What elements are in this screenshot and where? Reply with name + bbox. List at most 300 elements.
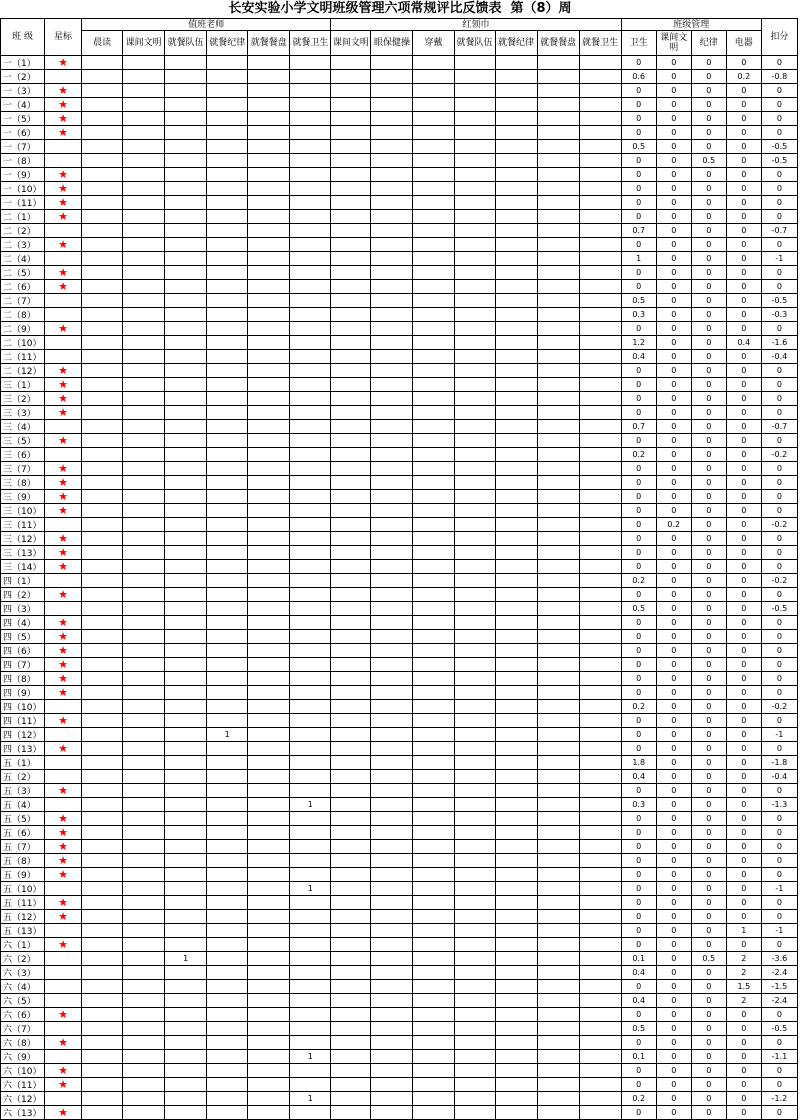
scarf-score-cell [331, 588, 371, 602]
teacher-score-cell [248, 476, 290, 490]
manage-score-cell: 0 [656, 308, 691, 322]
manage-group-header: 班级管理 [621, 19, 761, 31]
manage-score-cell: 0 [621, 280, 656, 294]
teacher-score-cell [123, 896, 165, 910]
teacher-score-cell [82, 924, 123, 938]
star-cell [45, 658, 82, 672]
scarf-score-cell [495, 854, 537, 868]
deduct-cell: 0 [761, 476, 797, 490]
teacher-score-cell [82, 854, 123, 868]
scarf-score-cell [579, 630, 621, 644]
scarf-score-cell [495, 644, 537, 658]
class-name-cell: 六（4） [1, 980, 45, 994]
teacher-score-cell [248, 588, 290, 602]
scarf-score-cell [413, 728, 454, 742]
teacher-score-cell [165, 490, 207, 504]
teacher-score-cell [290, 196, 331, 210]
scarf-score-cell [413, 490, 454, 504]
teacher-score-cell [248, 770, 290, 784]
teacher-score-cell [123, 910, 165, 924]
teacher-score-cell [82, 532, 123, 546]
teacher-score-cell [123, 602, 165, 616]
teacher-score-cell [290, 602, 331, 616]
teacher-score-cell [248, 350, 290, 364]
teacher-score-cell [123, 532, 165, 546]
star-cell [45, 1008, 82, 1022]
class-name-cell: 二（6） [1, 280, 45, 294]
teacher-score-cell [207, 574, 248, 588]
teacher-score-cell: 1 [207, 728, 248, 742]
teacher-score-cell [248, 532, 290, 546]
teacher-score-cell [290, 154, 331, 168]
teacher-score-cell [207, 252, 248, 266]
teacher-score-cell [165, 924, 207, 938]
scarf-score-cell [331, 560, 371, 574]
scarf-score-cell [579, 728, 621, 742]
teacher-score-cell [207, 364, 248, 378]
scarf-score-cell [454, 98, 495, 112]
table-row [1, 266, 798, 280]
teacher-score-cell [82, 238, 123, 252]
class-name-cell: 六（6） [1, 1008, 45, 1022]
table-row [1, 490, 798, 504]
teacher-score-cell [248, 126, 290, 140]
scarf-score-cell [537, 658, 579, 672]
star-cell [45, 602, 82, 616]
scarf-score-cell [454, 434, 495, 448]
teacher-score-cell [207, 322, 248, 336]
star-icon: ★ [58, 98, 68, 111]
star-cell [45, 826, 82, 840]
scarf-col-header: 眼保健操 [371, 31, 413, 56]
scarf-score-cell [495, 196, 537, 210]
manage-score-cell: 0 [656, 378, 691, 392]
scarf-score-cell [495, 98, 537, 112]
manage-score-cell: 0 [656, 476, 691, 490]
scarf-score-cell [454, 308, 495, 322]
teacher-score-cell [165, 994, 207, 1008]
scarf-score-cell [413, 616, 454, 630]
teacher-score-cell [207, 504, 248, 518]
teacher-score-cell [248, 168, 290, 182]
star-cell [45, 1064, 82, 1078]
scarf-score-cell [371, 336, 413, 350]
scarf-score-cell [537, 798, 579, 812]
teacher-score-cell [82, 406, 123, 420]
scarf-score-cell [537, 476, 579, 490]
deduct-cell: -2.4 [761, 966, 797, 980]
scarf-score-cell [371, 630, 413, 644]
scarf-score-cell [331, 1078, 371, 1092]
manage-score-cell: 0 [621, 1036, 656, 1050]
manage-score-cell: 1.5 [726, 980, 761, 994]
manage-score-cell: 0 [691, 182, 726, 196]
class-name-cell: 三（9） [1, 490, 45, 504]
scarf-score-cell [413, 1078, 454, 1092]
scarf-score-cell [579, 854, 621, 868]
teacher-score-cell [290, 56, 331, 70]
teacher-score-cell [207, 1036, 248, 1050]
table-row [1, 364, 798, 378]
star-icon: ★ [58, 896, 68, 909]
manage-score-cell: 0 [621, 896, 656, 910]
star-cell [45, 252, 82, 266]
teacher-score-cell [165, 714, 207, 728]
teacher-score-cell [82, 784, 123, 798]
star-cell [45, 742, 82, 756]
star-icon: ★ [58, 784, 68, 797]
table-row [1, 868, 798, 882]
teacher-score-cell [248, 1050, 290, 1064]
class-name-cell: 四（11） [1, 714, 45, 728]
teacher-score-cell [207, 938, 248, 952]
teacher-score-cell [165, 910, 207, 924]
scarf-score-cell [537, 924, 579, 938]
manage-score-cell: 0 [621, 518, 656, 532]
teacher-score-cell [290, 840, 331, 854]
teacher-score-cell [123, 210, 165, 224]
teacher-score-cell [290, 952, 331, 966]
teacher-score-cell [123, 1036, 165, 1050]
manage-score-cell: 0 [656, 868, 691, 882]
scarf-score-cell [495, 1050, 537, 1064]
table-row [1, 686, 798, 700]
scarf-score-cell [413, 182, 454, 196]
scarf-score-cell [413, 196, 454, 210]
scarf-score-cell [331, 98, 371, 112]
teacher-score-cell [82, 994, 123, 1008]
deduct-cell: 0 [761, 168, 797, 182]
teacher-score-cell [248, 952, 290, 966]
scarf-score-cell [454, 70, 495, 84]
scarf-score-cell [537, 1092, 579, 1106]
teacher-score-cell [82, 574, 123, 588]
scarf-score-cell [495, 532, 537, 546]
scarf-score-cell [454, 266, 495, 280]
teacher-score-cell [290, 1064, 331, 1078]
manage-score-cell: 0 [691, 840, 726, 854]
scarf-score-cell [371, 1022, 413, 1036]
manage-score-cell: 0.7 [621, 224, 656, 238]
scarf-score-cell [454, 252, 495, 266]
manage-score-cell: 0 [656, 364, 691, 378]
manage-score-cell: 0 [726, 1050, 761, 1064]
teacher-score-cell [123, 616, 165, 630]
scarf-col-header: 就餐队伍 [454, 31, 495, 56]
manage-score-cell: 0 [621, 686, 656, 700]
deduct-cell: 0 [761, 784, 797, 798]
teacher-score-cell [123, 448, 165, 462]
scarf-score-cell [537, 518, 579, 532]
scarf-score-cell [331, 336, 371, 350]
manage-score-cell: 0 [656, 350, 691, 364]
scarf-score-cell [495, 812, 537, 826]
deduct-cell: 0 [761, 280, 797, 294]
teacher-score-cell [248, 266, 290, 280]
deduct-cell: 0 [761, 84, 797, 98]
scarf-score-cell [537, 840, 579, 854]
teacher-score-cell [207, 98, 248, 112]
scarf-score-cell [537, 350, 579, 364]
scarf-score-cell [537, 994, 579, 1008]
scarf-score-cell [579, 1106, 621, 1120]
manage-score-cell: 0 [726, 742, 761, 756]
deduct-cell: 0 [761, 266, 797, 280]
teacher-score-cell [82, 378, 123, 392]
table-row [1, 350, 798, 364]
deduct-cell: 0 [761, 322, 797, 336]
scarf-score-cell [454, 294, 495, 308]
scarf-score-cell [579, 896, 621, 910]
manage-score-cell: 0 [656, 924, 691, 938]
scarf-score-cell [495, 84, 537, 98]
star-icon: ★ [58, 462, 68, 475]
scarf-score-cell [495, 1022, 537, 1036]
teacher-score-cell [207, 294, 248, 308]
teacher-score-cell [82, 336, 123, 350]
teacher-score-cell [290, 210, 331, 224]
scarf-score-cell [454, 854, 495, 868]
teacher-score-cell [248, 728, 290, 742]
manage-score-cell: 0 [726, 588, 761, 602]
teacher-score-cell [290, 994, 331, 1008]
star-cell [45, 392, 82, 406]
scarf-score-cell [371, 168, 413, 182]
teacher-score-cell [82, 364, 123, 378]
teacher-score-cell [165, 266, 207, 280]
scarf-score-cell [454, 154, 495, 168]
scarf-score-cell [579, 1022, 621, 1036]
scarf-score-cell [371, 448, 413, 462]
teacher-score-cell [165, 700, 207, 714]
scarf-score-cell [495, 602, 537, 616]
scarf-score-cell [537, 1050, 579, 1064]
scarf-score-cell [413, 266, 454, 280]
star-cell [45, 714, 82, 728]
scarf-col-header: 课间文明 [331, 31, 371, 56]
manage-score-cell: 0 [656, 882, 691, 896]
star-cell [45, 588, 82, 602]
star-cell [45, 770, 82, 784]
scarf-score-cell [579, 112, 621, 126]
teacher-score-cell [290, 672, 331, 686]
scarf-score-cell [331, 896, 371, 910]
deduct-cell: -0.7 [761, 420, 797, 434]
teacher-score-cell [123, 322, 165, 336]
scarf-score-cell [371, 112, 413, 126]
scarf-score-cell [371, 238, 413, 252]
manage-score-cell: 0 [621, 322, 656, 336]
scarf-score-cell [537, 406, 579, 420]
scarf-score-cell [495, 210, 537, 224]
manage-score-cell: 0.3 [621, 308, 656, 322]
manage-score-cell: 0 [656, 196, 691, 210]
teacher-score-cell [82, 294, 123, 308]
deduct-cell: 0 [761, 504, 797, 518]
teacher-score-cell [207, 210, 248, 224]
manage-score-cell: 0 [691, 448, 726, 462]
scarf-score-cell [413, 994, 454, 1008]
star-icon: ★ [58, 56, 68, 69]
scarf-score-cell [579, 994, 621, 1008]
star-column-header: 星标 [45, 19, 82, 56]
scarf-score-cell [331, 238, 371, 252]
teacher-score-cell [82, 560, 123, 574]
teacher-score-cell [290, 770, 331, 784]
manage-score-cell: 0 [621, 462, 656, 476]
scarf-score-cell [537, 770, 579, 784]
teacher-score-cell [207, 546, 248, 560]
deduct-cell: 0 [761, 196, 797, 210]
manage-score-cell: 0 [656, 1092, 691, 1106]
scarf-score-cell [331, 56, 371, 70]
teacher-score-cell [248, 1092, 290, 1106]
scarf-score-cell [413, 476, 454, 490]
scarf-score-cell [331, 182, 371, 196]
manage-score-cell: 0 [691, 238, 726, 252]
manage-score-cell: 0 [656, 1064, 691, 1078]
scarf-score-cell [495, 378, 537, 392]
manage-score-cell: 0 [691, 700, 726, 714]
manage-score-cell: 0 [621, 210, 656, 224]
teacher-score-cell [82, 630, 123, 644]
teacher-score-cell [248, 630, 290, 644]
scarf-score-cell [454, 322, 495, 336]
scarf-score-cell [454, 210, 495, 224]
manage-score-cell: 0 [656, 672, 691, 686]
teacher-score-cell [123, 938, 165, 952]
scarf-score-cell [331, 406, 371, 420]
scarf-score-cell [495, 826, 537, 840]
scarf-score-cell [579, 56, 621, 70]
deduct-cell: -0.5 [761, 602, 797, 616]
teacher-score-cell [82, 896, 123, 910]
teacher-score-cell [290, 126, 331, 140]
teacher-score-cell [123, 868, 165, 882]
scarf-score-cell [331, 812, 371, 826]
manage-score-cell: 0 [726, 1022, 761, 1036]
scarf-score-cell [454, 742, 495, 756]
teacher-score-cell [123, 392, 165, 406]
manage-score-cell: 0 [726, 560, 761, 574]
teacher-score-cell [290, 924, 331, 938]
scarf-score-cell [331, 1036, 371, 1050]
star-cell [45, 616, 82, 630]
teacher-score-cell [207, 952, 248, 966]
teacher-score-cell [207, 630, 248, 644]
scarf-score-cell [413, 308, 454, 322]
class-name-cell: 六（7） [1, 1022, 45, 1036]
scarf-score-cell [495, 994, 537, 1008]
deduct-cell: -1.6 [761, 336, 797, 350]
star-cell [45, 224, 82, 238]
manage-score-cell: 0 [691, 392, 726, 406]
scarf-score-cell [579, 574, 621, 588]
class-name-cell: 一（2） [1, 70, 45, 84]
scarf-score-cell [331, 252, 371, 266]
scarf-score-cell [371, 1092, 413, 1106]
teacher-score-cell [248, 574, 290, 588]
scarf-score-cell [331, 1050, 371, 1064]
scarf-score-cell [454, 588, 495, 602]
scarf-score-cell [537, 952, 579, 966]
teacher-score-cell [207, 588, 248, 602]
teacher-score-cell [123, 952, 165, 966]
teacher-score-cell [123, 280, 165, 294]
manage-score-cell: 0 [656, 280, 691, 294]
teacher-score-cell [207, 924, 248, 938]
table-row [1, 532, 798, 546]
scarf-score-cell [495, 126, 537, 140]
class-name-cell: 六（11） [1, 1078, 45, 1092]
manage-score-cell: 0.4 [621, 350, 656, 364]
scarf-score-cell [579, 1078, 621, 1092]
table-row [1, 994, 798, 1008]
teacher-score-cell [82, 1008, 123, 1022]
teacher-score-cell [165, 84, 207, 98]
scarf-score-cell [537, 210, 579, 224]
teacher-score-cell [207, 686, 248, 700]
scarf-score-cell [331, 658, 371, 672]
manage-score-cell: 0 [726, 476, 761, 490]
teacher-col-header: 就餐卫生 [290, 31, 331, 56]
table-row [1, 1106, 798, 1120]
manage-score-cell: 0 [656, 588, 691, 602]
manage-score-cell: 0 [726, 728, 761, 742]
teacher-score-cell [290, 1106, 331, 1120]
scarf-score-cell [537, 700, 579, 714]
scarf-score-cell [371, 868, 413, 882]
teacher-score-cell [123, 756, 165, 770]
teacher-score-cell [207, 896, 248, 910]
class-name-cell: 一（7） [1, 140, 45, 154]
scarf-score-cell [413, 126, 454, 140]
scarf-score-cell [537, 1008, 579, 1022]
teacher-score-cell [248, 784, 290, 798]
scarf-score-cell [331, 826, 371, 840]
manage-score-cell: 0 [726, 1078, 761, 1092]
scarf-score-cell [537, 1022, 579, 1036]
manage-score-cell: 0 [656, 490, 691, 504]
scarf-score-cell [413, 980, 454, 994]
scarf-score-cell [537, 336, 579, 350]
teacher-score-cell [165, 196, 207, 210]
class-name-cell: 三（11） [1, 518, 45, 532]
teacher-col-header: 晨读 [82, 31, 123, 56]
teacher-score-cell [290, 364, 331, 378]
star-cell [45, 434, 82, 448]
table-row [1, 280, 798, 294]
manage-score-cell: 0.3 [621, 798, 656, 812]
table-row [1, 616, 798, 630]
deduct-cell: 0 [761, 434, 797, 448]
scarf-score-cell [331, 994, 371, 1008]
table-row [1, 742, 798, 756]
teacher-score-cell [248, 154, 290, 168]
teacher-score-cell [123, 518, 165, 532]
teacher-score-cell [248, 140, 290, 154]
scarf-score-cell [371, 378, 413, 392]
teacher-score-cell [290, 560, 331, 574]
teacher-score-cell [165, 112, 207, 126]
manage-score-cell: 0 [691, 140, 726, 154]
manage-score-cell: 0 [726, 504, 761, 518]
star-icon: ★ [58, 364, 68, 377]
deduct-cell: 0 [761, 644, 797, 658]
scarf-score-cell [331, 798, 371, 812]
star-cell [45, 1106, 82, 1120]
scarf-score-cell [331, 742, 371, 756]
